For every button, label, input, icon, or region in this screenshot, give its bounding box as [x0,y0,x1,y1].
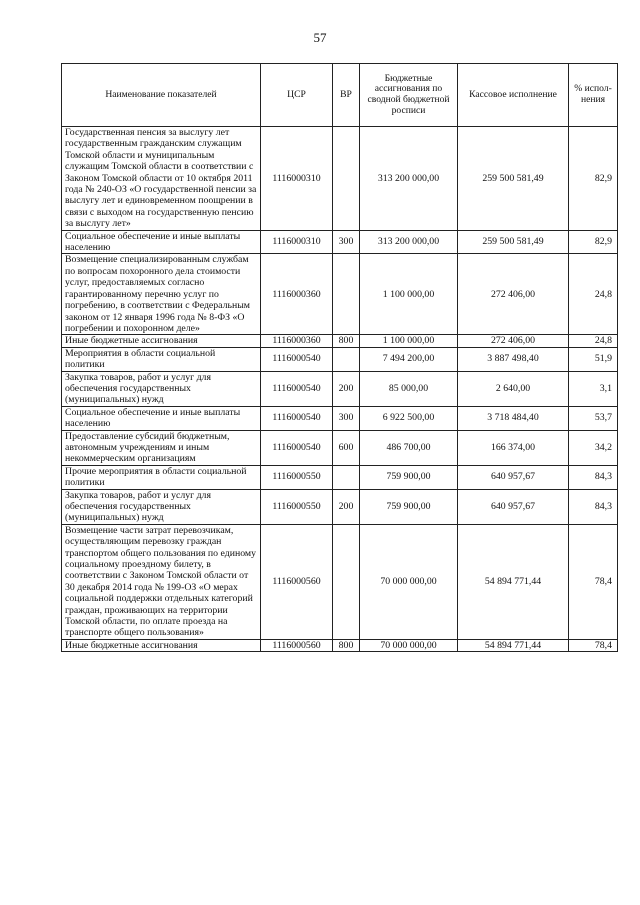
table-row [62,489,618,524]
cell-csr: 1116000540 [261,371,333,406]
cell-name: Возмещение части затрат перевозчикам, осуществляющим перевозку граждан транспортом общего пользования по единому социальному проездному билету, в соответствии с Законом Томской области от 30 декабря 2014 года № 199-ОЗ «О мерах социальной поддержки отдельных категорий граждан, проживающих на территории Томской области, по оплате проезда на транспорте общего пользования» [62,524,261,639]
cell-name: Иные бюджетные ассигнования [62,335,261,347]
cell-vr: 600 [333,430,360,465]
table-row [62,127,618,231]
cell-budget: 313 200 000,00 [360,127,458,231]
cell-cash: 54 894 771,44 [458,639,569,651]
cell-percent: 24,8 [569,254,618,335]
cell-cash: 3 718 484,40 [458,406,569,430]
table-header-row [62,64,618,127]
table-row [62,230,618,254]
cell-vr: 300 [333,406,360,430]
table-row [62,335,618,347]
cell-cash: 272 406,00 [458,335,569,347]
cell-percent: 84,3 [569,489,618,524]
cell-csr: 1116000560 [261,524,333,639]
cell-percent: 51,9 [569,347,618,371]
cell-percent: 53,7 [569,406,618,430]
cell-vr [333,254,360,335]
cell-percent: 34,2 [569,430,618,465]
cell-csr: 1116000310 [261,127,333,231]
cell-budget: 6 922 500,00 [360,406,458,430]
header-csr: ЦСР [261,64,333,127]
cell-vr: 200 [333,371,360,406]
cell-csr: 1116000550 [261,489,333,524]
cell-percent: 3,1 [569,371,618,406]
cell-percent: 82,9 [569,127,618,231]
cell-cash: 259 500 581,49 [458,127,569,231]
cell-vr: 300 [333,230,360,254]
cell-cash: 272 406,00 [458,254,569,335]
cell-vr: 200 [333,489,360,524]
cell-name: Иные бюджетные ассигнования [62,639,261,651]
cell-budget: 759 900,00 [360,465,458,489]
table-row [62,465,618,489]
cell-name: Социальное обеспечение и иные выплаты населению [62,406,261,430]
table-row [62,371,618,406]
table-row [62,524,618,639]
cell-vr: 800 [333,335,360,347]
cell-vr [333,524,360,639]
cell-cash: 54 894 771,44 [458,524,569,639]
cell-budget: 85 000,00 [360,371,458,406]
cell-name: Мероприятия в области социальной политики [62,347,261,371]
table-row [62,430,618,465]
cell-budget: 70 000 000,00 [360,524,458,639]
cell-csr: 1116000550 [261,465,333,489]
cell-name: Социальное обеспечение и иные выплаты населению [62,230,261,254]
cell-csr: 1116000540 [261,347,333,371]
cell-name: Закупка товаров, работ и услуг для обеспечения государственных (муниципальных) нужд [62,371,261,406]
cell-budget: 313 200 000,00 [360,230,458,254]
cell-csr: 1116000540 [261,430,333,465]
budget-execution-table [61,63,618,652]
table-row [62,254,618,335]
cell-name: Прочие мероприятия в области социальной политики [62,465,261,489]
cell-cash: 3 887 498,40 [458,347,569,371]
cell-csr: 1116000360 [261,335,333,347]
cell-cash: 259 500 581,49 [458,230,569,254]
cell-percent: 78,4 [569,639,618,651]
cell-cash: 2 640,00 [458,371,569,406]
cell-vr [333,465,360,489]
cell-csr: 1116000560 [261,639,333,651]
cell-csr: 1116000310 [261,230,333,254]
cell-percent: 78,4 [569,524,618,639]
cell-budget: 486 700,00 [360,430,458,465]
cell-vr [333,127,360,231]
cell-cash: 640 957,67 [458,465,569,489]
cell-csr: 1116000360 [261,254,333,335]
table-row [62,406,618,430]
cell-csr: 1116000540 [261,406,333,430]
header-percent: % испол-нения [569,64,618,127]
header-name: Наименование показателей [62,64,261,127]
table-row [62,639,618,651]
cell-vr: 800 [333,639,360,651]
cell-budget: 70 000 000,00 [360,639,458,651]
cell-budget: 759 900,00 [360,489,458,524]
cell-percent: 24,8 [569,335,618,347]
header-budget: Бюджетные ассигнования по сводной бюджетной росписи [360,64,458,127]
page-number: 57 [313,30,327,45]
cell-name: Государственная пенсия за выслугу лет государственным гражданским служащим Томской области и муниципальным служащим Томской области в соответствии с Законом Томской области от 10 октября 2011 года № 240-ОЗ «О государственной пенсии за выслугу лет и единовременном поощрении в связи с выходом на государственную пенсию за выслугу лет» [62,127,261,231]
cell-vr [333,347,360,371]
header-cash: Кассовое исполнение [458,64,569,127]
cell-budget: 1 100 000,00 [360,335,458,347]
cell-cash: 166 374,00 [458,430,569,465]
cell-name: Предоставление субсидий бюджетным, автономным учреждениям и иным некоммерческим организациям [62,430,261,465]
cell-name: Закупка товаров, работ и услуг для обеспечения государственных (муниципальных) нужд [62,489,261,524]
cell-cash: 640 957,67 [458,489,569,524]
table-row [62,347,618,371]
cell-name: Возмещение специализированным службам по вопросам похоронного дела стоимости услуг, предоставляемых согласно гарантированному перечню услуг по погребению, в соответствии с Федеральным законом от 12 января 1996 года № 8-ФЗ «О погребении и похоронном деле» [62,254,261,335]
cell-budget: 1 100 000,00 [360,254,458,335]
header-vr: ВР [333,64,360,127]
cell-budget: 7 494 200,00 [360,347,458,371]
cell-percent: 84,3 [569,465,618,489]
cell-percent: 82,9 [569,230,618,254]
